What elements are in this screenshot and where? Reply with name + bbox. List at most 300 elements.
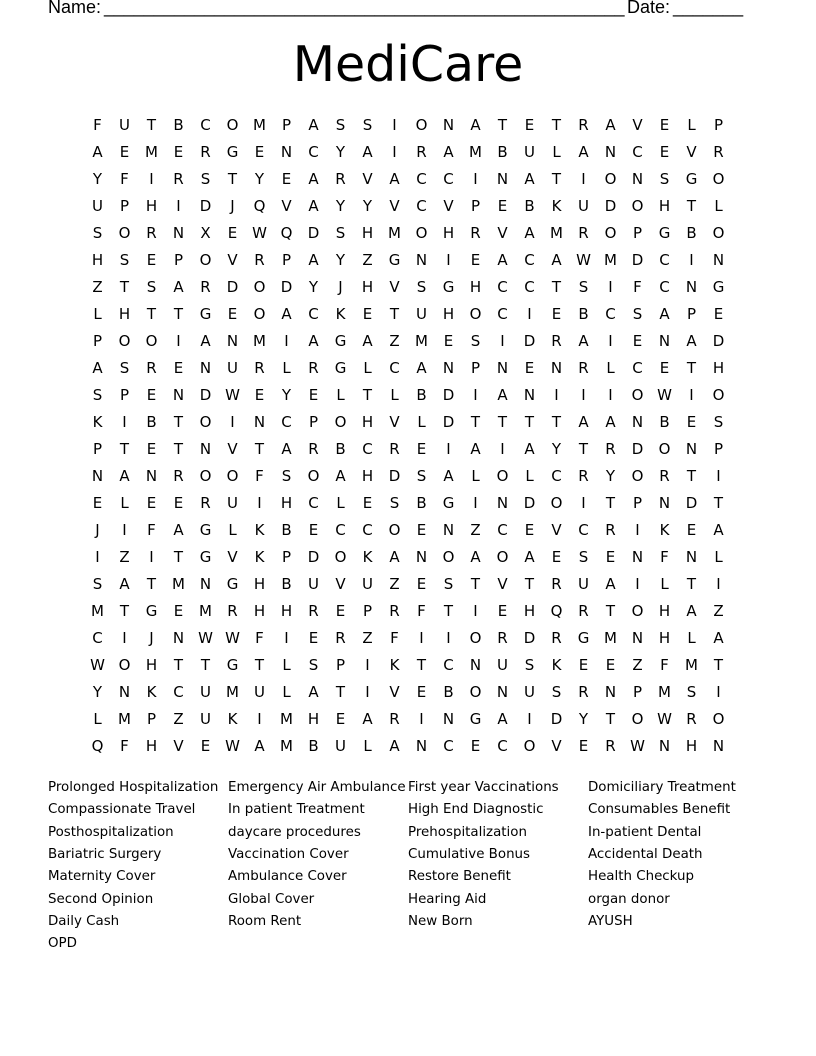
grid-letter: L [228,521,237,539]
grid-letter: J [230,197,235,215]
grid-letter: C [362,440,373,458]
grid-letter: B [578,305,589,323]
grid-letter: E [605,656,616,674]
grid-letter: O [307,467,320,485]
grid-letter: Q [280,224,293,242]
grid-letter: N [415,737,428,755]
grid-letter: N [442,359,455,377]
grid-letter: T [605,494,616,512]
grid-letter: S [92,224,103,242]
grid-letter: E [308,629,319,647]
grid-letter: D [307,224,320,242]
grid-letter: Z [119,548,130,566]
grid-letter: V [686,143,697,161]
grid-letter: Y [281,386,292,404]
grid-letter: S [416,467,427,485]
grid-letter: M [469,143,482,161]
grid-letter: I [365,683,370,701]
grid-row [84,113,732,140]
grid-row [84,248,732,275]
grid-letter: C [416,197,427,215]
word-list-item: Bariatric Surgery [48,846,162,862]
grid-letter: Y [308,278,319,296]
grid-letter: K [551,656,562,674]
grid-letter: A [578,332,589,350]
word-list-item: AYUSH [588,913,633,929]
grid-letter: N [253,413,266,431]
grid-letter: B [281,575,292,593]
grid-letter: A [119,467,130,485]
grid-letter: H [118,305,131,323]
grid-letter: Y [551,440,562,458]
grid-letter: E [146,494,157,512]
grid-letter: T [497,116,508,134]
grid-letter: O [712,170,725,188]
grid-letter: O [145,332,158,350]
grid-letter: C [281,413,292,431]
grid-letter: D [685,494,698,512]
grid-letter: R [578,224,589,242]
grid-letter: T [119,440,130,458]
grid-letter: F [120,170,129,188]
grid-letter: A [470,548,481,566]
grid-letter: H [685,737,698,755]
grid-letter: C [524,278,535,296]
grid-letter: W [657,386,672,404]
grid-letter: N [172,386,185,404]
grid-letter: E [92,494,103,512]
word-list-item: organ donor [588,891,670,907]
grid-letter: H [253,575,266,593]
grid-letter: U [416,305,427,323]
grid-letter: S [470,332,481,350]
grid-letter: I [122,629,127,647]
grid-letter: D [442,386,455,404]
grid-letter: B [335,440,346,458]
grid-letter: A [605,575,616,593]
grid-letter: M [253,116,266,134]
grid-letter: T [227,170,238,188]
word-list-item: Domiciliary Treatment [588,780,736,795]
name-blank-line: ____________________________________________________ [104,0,625,17]
grid-letter: R [200,494,211,512]
grid-letter: G [199,548,212,566]
grid-letter: E [308,386,319,404]
grid-letter: O [118,332,131,350]
grid-letter: O [631,386,644,404]
grid-letter: I [527,710,532,728]
grid-letter: O [604,224,617,242]
grid-row [84,356,732,383]
grid-letter: C [200,116,211,134]
grid-letter: E [119,143,130,161]
grid-letter: K [362,548,373,566]
grid-letter: R [605,521,616,539]
grid-letter: N [442,521,455,539]
grid-letter: A [200,332,211,350]
grid-letter: I [473,386,478,404]
grid-letter: Y [335,143,346,161]
grid-letter: I [446,251,451,269]
grid-letter: N [604,143,617,161]
grid-letter: E [578,737,589,755]
grid-letter: O [631,710,644,728]
grid-letter: R [686,710,697,728]
grid-letter: O [253,305,266,323]
grid-letter: A [605,116,616,134]
grid-letter: H [280,494,293,512]
grid-letter: X [200,224,211,242]
grid-letter: P [92,332,103,350]
grid-letter: A [119,575,130,593]
grid-letter: P [713,116,724,134]
grid-letter: G [199,521,212,539]
grid-letter: N [415,251,428,269]
grid-letter: T [551,413,562,431]
grid-letter: C [416,170,427,188]
grid-letter: E [200,737,211,755]
date-label: Date: [627,0,671,17]
grid-letter: A [362,332,373,350]
grid-letter: T [146,116,157,134]
grid-letter: F [660,548,669,566]
grid-letter: E [686,521,697,539]
grid-letter: Z [470,521,481,539]
grid-letter: N [415,548,428,566]
grid-letter: W [90,656,105,674]
grid-letter: H [91,251,104,269]
grid-letter: T [389,305,400,323]
word-list-item: New Born [408,913,473,929]
grid-letter: E [524,359,535,377]
grid-letter: N [496,683,509,701]
grid-letter: I [419,710,424,728]
grid-letter: I [122,413,127,431]
grid-letter: K [254,521,265,539]
word-list-item: Restore Benefit [408,869,511,885]
grid-letter: H [307,710,320,728]
grid-letter: O [631,467,644,485]
grid-letter: O [712,386,725,404]
grid-letter: T [551,116,562,134]
word-list-item: High End Diagnostic [408,802,544,818]
grid-letter: R [308,602,319,620]
grid-letter: I [689,251,694,269]
grid-letter: F [255,467,264,485]
grid-letter: R [578,467,589,485]
grid-letter: O [253,278,266,296]
grid-letter: O [604,170,617,188]
grid-letter: T [605,710,616,728]
grid-letter: O [388,521,401,539]
grid-letter: M [145,143,158,161]
grid-row [84,599,732,626]
grid-letter: U [524,143,535,161]
grid-letter: E [146,440,157,458]
grid-letter: E [173,359,184,377]
grid-letter: G [469,710,482,728]
grid-letter: E [227,224,238,242]
grid-letter: B [686,224,697,242]
grid-row [84,437,732,464]
word-list-item: Vaccination Cover [228,846,349,862]
grid-letter: R [659,467,670,485]
grid-letter: E [308,521,319,539]
grid-letter: S [632,305,643,323]
grid-letter: O [442,548,455,566]
grid-letter: F [255,629,264,647]
grid-letter: D [226,278,239,296]
grid-letter: B [308,737,319,755]
grid-letter: K [254,548,265,566]
grid-letter: I [635,521,640,539]
grid-letter: T [173,440,184,458]
grid-letter: O [415,116,428,134]
grid-letter: I [554,386,559,404]
grid-letter: I [608,332,613,350]
grid-letter: C [92,629,103,647]
grid-letter: K [92,413,103,431]
grid-letter: E [254,143,265,161]
word-list-item: Second Opinion [48,891,154,907]
grid-letter: I [581,386,586,404]
grid-letter: I [392,116,397,134]
grid-letter: D [307,548,320,566]
grid-letter: A [308,683,319,701]
grid-letter: Z [92,278,103,296]
grid-letter: A [389,548,400,566]
grid-letter: U [308,575,319,593]
grid-letter: Q [91,737,104,755]
grid-letter: P [119,386,130,404]
grid-letter: I [581,494,586,512]
grid-letter: R [470,224,481,242]
word-list-item: In patient Treatment [228,802,365,818]
grid-letter: L [390,386,399,404]
grid-letter: V [389,413,400,431]
grid-letter: T [146,575,157,593]
grid-letter: N [172,224,185,242]
grid-letter: F [93,116,102,134]
grid-letter: A [308,251,319,269]
grid-letter: I [284,629,289,647]
grid-letter: T [686,575,697,593]
grid-letter: G [712,278,725,296]
grid-letter: H [361,467,374,485]
grid-letter: C [389,359,400,377]
grid-letter: V [551,521,562,539]
grid-letter: P [335,656,346,674]
word-list-item: daycare procedures [228,824,361,840]
grid-letter: E [416,440,427,458]
grid-letter: D [523,494,536,512]
grid-letter: Q [253,197,266,215]
grid-letter: O [469,305,482,323]
grid-letter: D [631,440,644,458]
grid-letter: L [282,359,291,377]
word-list-item: Consumables Benefit [588,802,731,818]
grid-letter: N [685,278,698,296]
grid-letter: L [606,359,615,377]
grid-letter: M [415,332,428,350]
grid-letter: A [308,116,319,134]
grid-letter: I [365,656,370,674]
grid-letter: L [687,629,696,647]
grid-letter: C [308,143,319,161]
grid-letter: L [363,359,372,377]
grid-letter: Z [362,629,373,647]
grid-letter: E [497,197,508,215]
grid-letter: T [686,467,697,485]
grid-letter: G [145,602,158,620]
grid-letter: G [334,332,347,350]
grid-letter: A [308,332,319,350]
grid-letter: R [146,359,157,377]
grid-letter: E [335,710,346,728]
grid-letter: T [524,575,535,593]
grid-letter: K [659,521,670,539]
grid-letter: P [173,251,184,269]
grid-letter: H [361,413,374,431]
grid-letter: E [524,116,535,134]
grid-letter: R [308,440,319,458]
grid-letter: T [173,548,184,566]
grid-letter: R [416,143,427,161]
grid-letter: P [281,116,292,134]
grid-letter: R [713,143,724,161]
grid-letter: O [415,224,428,242]
grid-letter: E [362,494,373,512]
grid-letter: M [658,683,671,701]
grid-letter: A [524,224,535,242]
grid-letter: C [632,359,643,377]
grid-letter: I [716,683,721,701]
grid-letter: C [173,683,184,701]
grid-letter: Z [362,251,373,269]
grid-letter: S [281,467,292,485]
word-list-item: Hearing Aid [408,891,487,907]
grid-letter: E [254,386,265,404]
grid-letter: U [524,683,535,701]
grid-letter: R [389,440,400,458]
grid-letter: K [335,305,346,323]
grid-letter: B [524,197,535,215]
grid-letter: E [470,251,481,269]
grid-letter: N [496,494,509,512]
grid-letter: V [389,197,400,215]
grid-letter: N [199,359,212,377]
grid-letter: A [578,143,589,161]
grid-letter: G [226,575,239,593]
grid-letter: D [712,332,725,350]
grid-letter: T [551,278,562,296]
grid-letter: B [281,521,292,539]
grid-letter: N [496,170,509,188]
grid-letter: M [118,710,131,728]
grid-letter: E [416,683,427,701]
grid-letter: F [390,629,399,647]
grid-letter: T [173,413,184,431]
grid-letter: C [443,170,454,188]
grid-letter: Y [578,710,589,728]
grid-letter: Y [362,197,373,215]
grid-letter: M [91,602,104,620]
grid-letter: J [95,521,100,539]
grid-letter: N [712,251,725,269]
grid-letter: M [604,251,617,269]
grid-letter: H [658,197,671,215]
grid-letter: D [604,197,617,215]
grid-row [84,167,732,194]
grid-letter: N [199,440,212,458]
grid-letter: S [389,494,400,512]
grid-letter: W [225,629,240,647]
grid-letter: A [713,629,724,647]
grid-letter: L [282,656,291,674]
grid-letter: N [631,548,644,566]
grid-letter: M [226,683,239,701]
grid-letter: N [226,332,239,350]
grid-letter: U [227,359,238,377]
grid-letter: V [497,224,508,242]
grid-letter: R [578,359,589,377]
grid-letter: B [497,143,508,161]
grid-letter: C [362,521,373,539]
grid-letter: D [550,710,563,728]
grid-letter: W [225,737,240,755]
grid-letter: S [686,683,697,701]
grid-letter: A [173,521,184,539]
grid-letter: A [389,737,400,755]
grid-letter: F [633,278,642,296]
word-list-item: Global Cover [228,891,315,907]
grid-letter: P [632,224,643,242]
grid-letter: I [716,575,721,593]
grid-letter: O [199,467,212,485]
grid-letter: T [362,386,373,404]
grid-letter: V [632,116,643,134]
grid-letter: A [578,413,589,431]
grid-letter: M [388,224,401,242]
grid-letter: V [335,575,346,593]
grid-letter: S [443,575,454,593]
grid-letter: R [308,359,319,377]
grid-letter: C [308,305,319,323]
grid-letter: O [334,413,347,431]
grid-letter: N [631,170,644,188]
grid-letter: W [630,737,645,755]
grid-letter: Y [92,683,103,701]
grid-letter: H [361,224,374,242]
grid-letter: E [686,413,697,431]
grid-letter: D [388,467,401,485]
grid-letter: L [120,494,129,512]
grid-letter: O [469,629,482,647]
grid-letter: D [199,386,212,404]
grid-letter: E [659,359,670,377]
grid-letter: R [173,467,184,485]
grid-letter: V [281,197,292,215]
grid-letter: E [443,332,454,350]
grid-letter: L [714,197,723,215]
grid-letter: T [254,440,265,458]
grid-letter: E [605,548,616,566]
grid-letter: G [226,143,239,161]
grid-letter: P [281,251,292,269]
grid-letter: E [632,332,643,350]
grid-letter: N [118,683,131,701]
word-list-item: Posthospitalization [48,824,174,840]
